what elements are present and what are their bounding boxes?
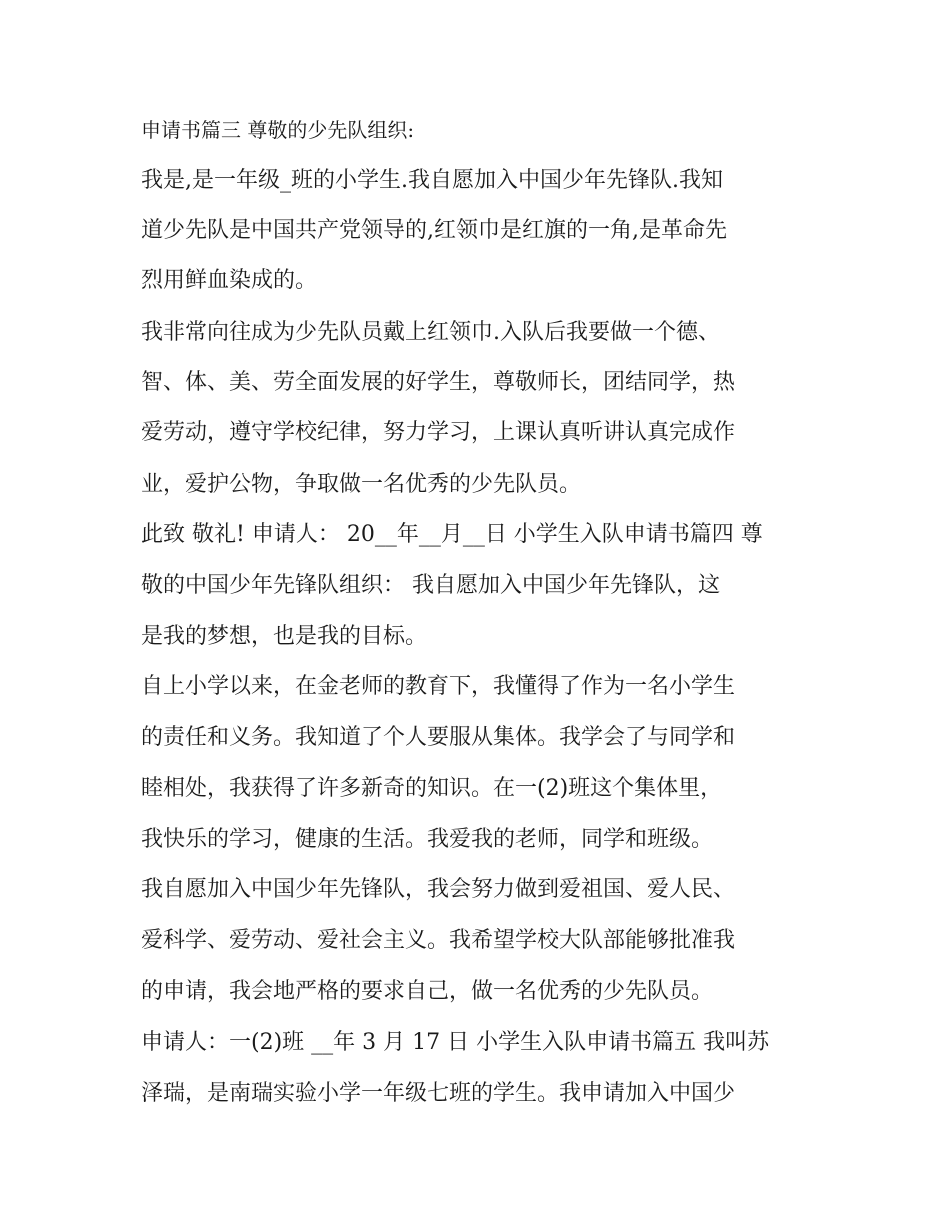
text-line: 自上小学以来，在金老师的教育下，我懂得了作为一名小学生 [141, 674, 736, 699]
text-line: 我非常向往成为少先队员戴上红领巾.入队后我要做一个德、 [141, 320, 720, 345]
text-line: 申请书篇三 尊敬的少先队组织: [141, 118, 415, 142]
text-line: 我自愿加入中国少年先锋队，我会努力做到爱祖国、爱人民、 [141, 877, 736, 902]
text-line: 的申请，我会地严格的要求自己，做一名优秀的少先队员。 [141, 979, 714, 1004]
text-line: 智、体、美、劳全面发展的好学生，尊敬师长，团结同学，热 [141, 370, 736, 395]
text-line: 睦相处，我获得了许多新奇的知识。在一(2)班这个集体里， [141, 776, 723, 801]
text-line: 烈用鲜血染成的。 [141, 268, 318, 293]
text-line: 我快乐的学习，健康的生活。我爱我的老师，同学和班级。 [141, 827, 714, 852]
text-line: 的责任和义务。我知道了个人要服从集体。我学会了与同学和 [141, 725, 736, 750]
text-line: 爱劳动，遵守学校纪律，努力学习，上课认真听讲认真完成作 [141, 420, 736, 445]
text-line: 申请人：一(2)班 __年 3 月 17 日 小学生入队申请书篇五 我叫苏 [141, 1030, 770, 1055]
text-line: 道少先队是中国共产党领导的,红领巾是红旗的一角,是革命先 [141, 218, 727, 243]
text-line: 我是,是一年级_班的小学生.我自愿加入中国少年先锋队.我知 [141, 168, 723, 193]
text-line: 业，爱护公物，争取做一名优秀的少先队员。 [141, 472, 582, 497]
text-line: 是我的梦想，也是我的目标。 [141, 624, 428, 649]
text-line: 泽瑞，是南瑞实验小学一年级七班的学生。我申请加入中国少 [141, 1081, 736, 1106]
text-line: 此致 敬礼! 申请人： 20__年__月__日 小学生入队申请书篇四 尊 [141, 522, 763, 547]
text-line: 爱科学、爱劳动、爱社会主义。我希望学校大队部能够批准我 [141, 928, 736, 953]
text-line: 敬的中国少年先锋队组织： 我自愿加入中国少年先锋队，这 [141, 573, 720, 598]
